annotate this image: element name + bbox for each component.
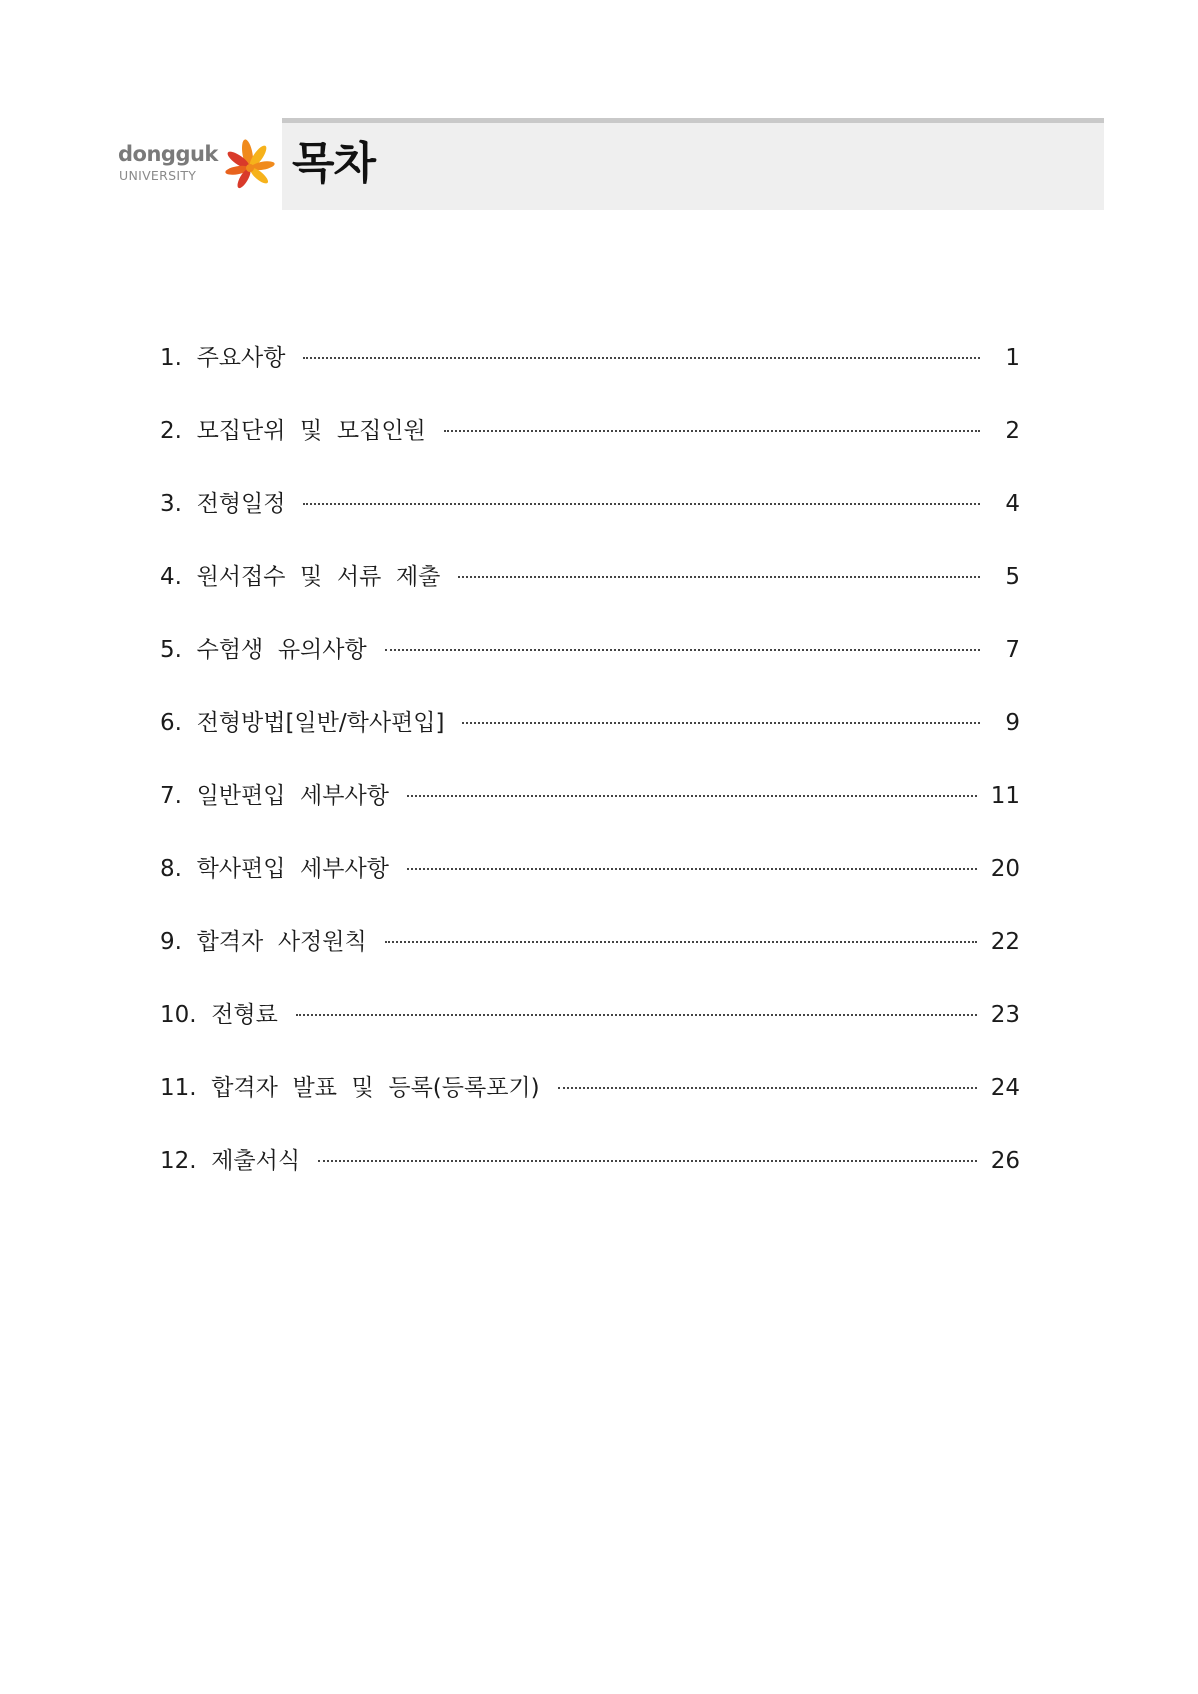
- toc-entry-page: 22: [990, 929, 1020, 955]
- toc-entry-page: 5: [1005, 564, 1020, 590]
- toc-entry[interactable]: [160, 482, 1020, 555]
- toc-entry-page: 9: [1005, 710, 1020, 736]
- toc-entry-label: 11. 합격자 발표 및 등록(등록포기): [160, 1075, 540, 1101]
- toc-entry[interactable]: [160, 336, 1020, 409]
- toc-entry[interactable]: [160, 920, 1020, 993]
- toc-entry-label: 1. 주요사항: [160, 345, 286, 371]
- toc-entry-label: 6. 전형방법[일반/학사편입]: [160, 710, 445, 736]
- toc-entry-label: 4. 원서접수 및 서류 제출: [160, 564, 441, 590]
- dot-leader: [407, 868, 977, 870]
- dot-leader: [303, 357, 980, 359]
- dongguk-logo: [118, 138, 278, 200]
- toc-entry[interactable]: [160, 847, 1020, 920]
- toc-entry-page: 2: [1005, 418, 1020, 444]
- toc-entry-label: 8. 학사편입 세부사항: [160, 856, 389, 882]
- dot-leader: [444, 430, 980, 432]
- toc-entry[interactable]: [160, 1066, 1020, 1139]
- toc-entry-page: 7: [1005, 637, 1020, 663]
- toc-entry-label: 7. 일반편입 세부사항: [160, 783, 389, 809]
- dot-leader: [458, 576, 980, 578]
- toc-entry-page: 26: [990, 1148, 1020, 1174]
- title-bar: [282, 118, 1104, 210]
- logo-subtitle: UNIVERSITY: [119, 168, 197, 183]
- dot-leader: [303, 503, 980, 505]
- lotus-flame-icon: [222, 138, 278, 194]
- dot-leader: [407, 795, 977, 797]
- toc-entry-page: 23: [990, 1002, 1020, 1028]
- toc-entry-label: 12. 제출서식: [160, 1148, 301, 1174]
- toc-entry-label: 5. 수험생 유의사항: [160, 637, 367, 663]
- page-title: 목차: [292, 138, 376, 189]
- toc-entry[interactable]: [160, 774, 1020, 847]
- dot-leader: [318, 1160, 977, 1162]
- dot-leader: [296, 1014, 977, 1016]
- toc-entry-page: 4: [1005, 491, 1020, 517]
- logo-wordmark: dongguk: [118, 142, 218, 166]
- toc-entry[interactable]: [160, 1139, 1020, 1212]
- dot-leader: [385, 649, 980, 651]
- toc-entry-label: 9. 합격자 사정원칙: [160, 929, 367, 955]
- dot-leader: [462, 722, 980, 724]
- toc-entry[interactable]: [160, 628, 1020, 701]
- dot-leader: [558, 1087, 977, 1089]
- toc-entry-label: 10. 전형료: [160, 1002, 278, 1028]
- toc-entry[interactable]: [160, 993, 1020, 1066]
- toc-entry-page: 1: [1005, 345, 1020, 371]
- toc-entry-page: 11: [990, 783, 1020, 809]
- toc-entry-page: 20: [990, 856, 1020, 882]
- dot-leader: [385, 941, 977, 943]
- toc-entry[interactable]: [160, 409, 1020, 482]
- toc-entry[interactable]: [160, 555, 1020, 628]
- table-of-contents: [160, 336, 1020, 1212]
- toc-entry-page: 24: [990, 1075, 1020, 1101]
- toc-entry[interactable]: [160, 701, 1020, 774]
- toc-entry-label: 2. 모집단위 및 모집인원: [160, 418, 426, 444]
- toc-entry-label: 3. 전형일정: [160, 491, 286, 517]
